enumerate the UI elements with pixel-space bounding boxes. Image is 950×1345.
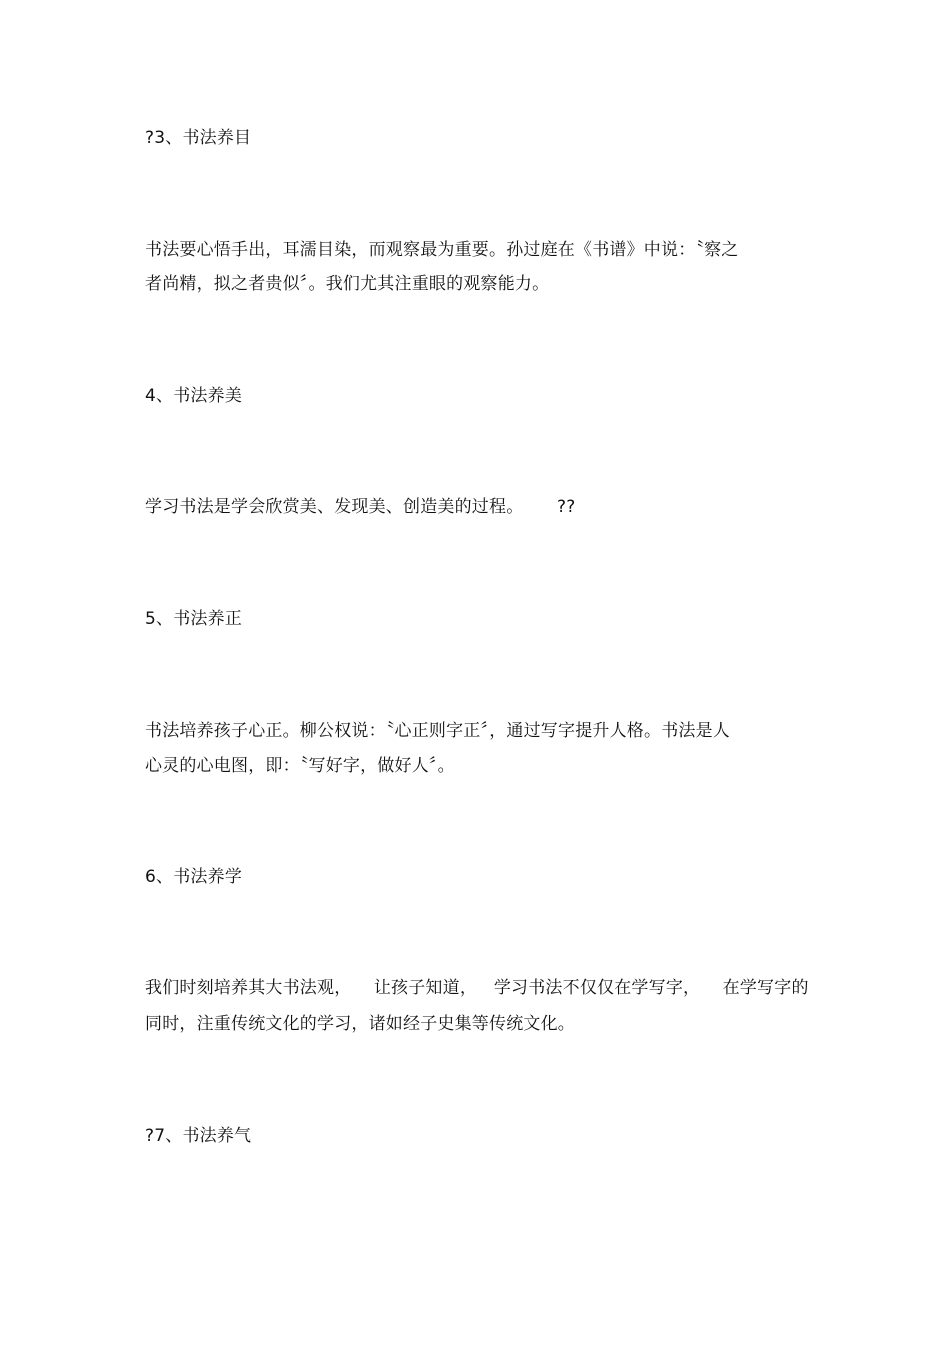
section-6-paragraph-line-1: 我们时刻培养其大书法观， 让孩子知道， 学习书法不仅仅在学写字， 在学写字的 bbox=[145, 978, 809, 998]
section-heading-7: ?7、书法养气 bbox=[145, 1126, 252, 1146]
section-4-paragraph-line-1: 学习书法是学会欣赏美、发现美、创造美的过程。 ?? bbox=[145, 497, 576, 517]
section-heading-4: 4、书法养美 bbox=[145, 386, 243, 406]
section-3-paragraph-line-1: 书法要心悟手出，耳濡目染，而观察最为重要。孙过庭在《书谱》中说：〝察之 bbox=[145, 240, 739, 260]
section-heading-6: 6、书法养学 bbox=[145, 867, 243, 887]
section-5-paragraph-line-2: 心灵的心电图，即：〝写好字，做好人〞。 bbox=[145, 756, 455, 776]
section-5-paragraph-line-1: 书法培养孩子心正。柳公权说：〝心正则字正〞，通过写字提升人格。书法是人 bbox=[145, 721, 730, 741]
section-6-paragraph-line-2: 同时，注重传统文化的学习，诸如经子史集等传统文化。 bbox=[145, 1014, 575, 1034]
section-heading-3: ?3、书法养目 bbox=[145, 128, 252, 148]
section-heading-5: 5、书法养正 bbox=[145, 609, 243, 629]
section-3-paragraph-line-2: 者尚精，拟之者贵似〞。我们尤其注重眼的观察能力。 bbox=[145, 274, 550, 294]
